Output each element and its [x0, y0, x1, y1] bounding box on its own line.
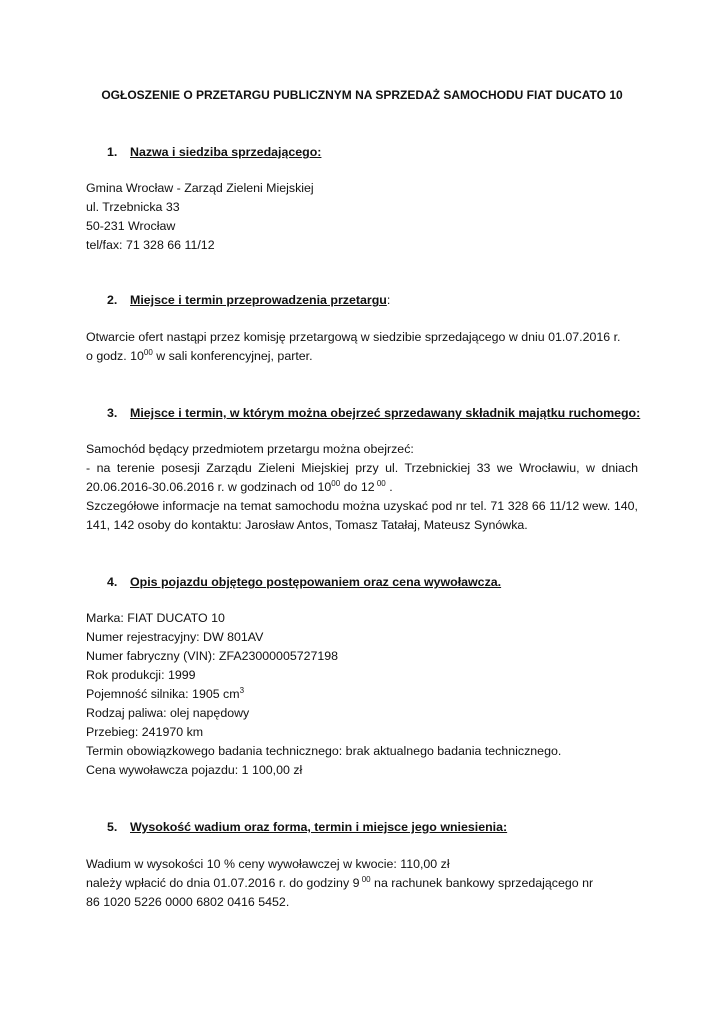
section-4-heading: [107, 573, 501, 592]
vehicle-make: Marka: FIAT DUCATO 10: [86, 611, 225, 625]
vehicle-vin: Numer fabryczny (VIN): ZFA23000005727198: [86, 649, 339, 663]
section-3-heading: [107, 404, 640, 423]
opening-time-text: o godz. $10^{00}$ w sali konferencyjnej, parter.: [86, 347, 313, 363]
deposit-deadline: należy wpłacić do dnia 01.07.2016 r. do godziny 9 $^{00}$ na rachunek bankowy sprzedającego nr: [86, 874, 594, 890]
contact-info: Szczegółowe informacje na temat samochodu można uzyskać pod nr tel. 71 328 66 11/12 wew. 140,: [86, 499, 638, 513]
section-3-body: [86, 440, 638, 535]
document-title: OGŁOSZENIE O PRZETARGU PUBLICZNYM NA SPRZEDAŻ SAMOCHODU FIAT DUCATO 10: [101, 88, 623, 102]
section-3-number: 3.: [107, 406, 118, 420]
inspection-dates: 20.06.2016-30.06.2016 r. w godzinach od $10^{00}$ do 12 $^{00}$ .: [86, 478, 393, 494]
section-5-heading: [107, 818, 507, 837]
section-4-number: 4.: [107, 575, 118, 589]
section-1-number: 1.: [107, 145, 118, 159]
section-5-title: Wysokość wadium oraz forma, termin i miejsce jego wniesienia:: [130, 820, 508, 834]
vehicle-registration: Numer rejestracyjny: DW 801AV: [86, 630, 264, 644]
deposit-amount: Wadium w wysokości 10 % ceny wywoławczej w kwocie: 110,00 zł: [86, 857, 450, 871]
section-5-body: [86, 855, 638, 912]
vehicle-inspection: Termin obowiązkowego badania technicznego: brak aktualnego badania technicznego.: [86, 744, 562, 758]
section-2-colon: :: [386, 293, 391, 307]
section-2-number: 2.: [107, 293, 118, 307]
vehicle-engine: Pojemność silnika: 1905 $cm^3$: [86, 685, 245, 701]
section-2-body: [86, 328, 638, 366]
vehicle-details: [86, 609, 638, 780]
seller-city: 50-231 Wrocław: [86, 219, 176, 233]
section-3-title: Miejsce i termin, w którym można obejrzeć sprzedawany składnik majątku ruchomego:: [130, 406, 641, 420]
opening-date-text: Otwarcie ofert nastąpi przez komisję przetargową w siedzibie sprzedającego w dniu 01.07.2016 r.: [86, 330, 621, 344]
starting-price: Cena wywoławcza pojazdu: 1 100,00 zł: [86, 763, 303, 777]
section-4-title: Opis pojazdu objętego postępowaniem oraz cena wywoławcza.: [130, 575, 502, 589]
seller-phone: tel/fax: 71 328 66 11/12: [86, 238, 215, 252]
section-1-title: Nazwa i siedziba sprzedającego:: [130, 145, 322, 159]
section-2-heading: [107, 291, 390, 310]
vehicle-year: Rok produkcji: 1999: [86, 668, 196, 682]
section-5-number: 5.: [107, 820, 118, 834]
seller-name: Gmina Wrocław - Zarząd Zieleni Miejskiej: [86, 181, 314, 195]
section-2-title: Miejsce i termin przeprowadzenia przetargu: [130, 293, 387, 307]
inspection-intro: Samochód będący przedmiotem przetargu można obejrzeć:: [86, 442, 414, 456]
vehicle-fuel: Rodzaj paliwa: olej napędowy: [86, 706, 250, 720]
bank-account-number: 86 1020 5226 0000 6802 0416 5452.: [86, 895, 290, 909]
contact-persons: 141, 142 osoby do kontaktu: Jarosław Antos, Tomasz Tatałaj, Mateusz Synówka.: [86, 518, 528, 532]
inspection-location: - na terenie posesji Zarządu Zieleni Miejskiej przy ul. Trzebnickiej 33 we Wrocławiu, w dniach: [86, 461, 638, 475]
vehicle-mileage: Przebieg: 241970 km: [86, 725, 204, 739]
section-1-heading: [107, 143, 321, 162]
seller-street: ul. Trzebnicka 33: [86, 200, 180, 214]
seller-address: [86, 179, 638, 255]
